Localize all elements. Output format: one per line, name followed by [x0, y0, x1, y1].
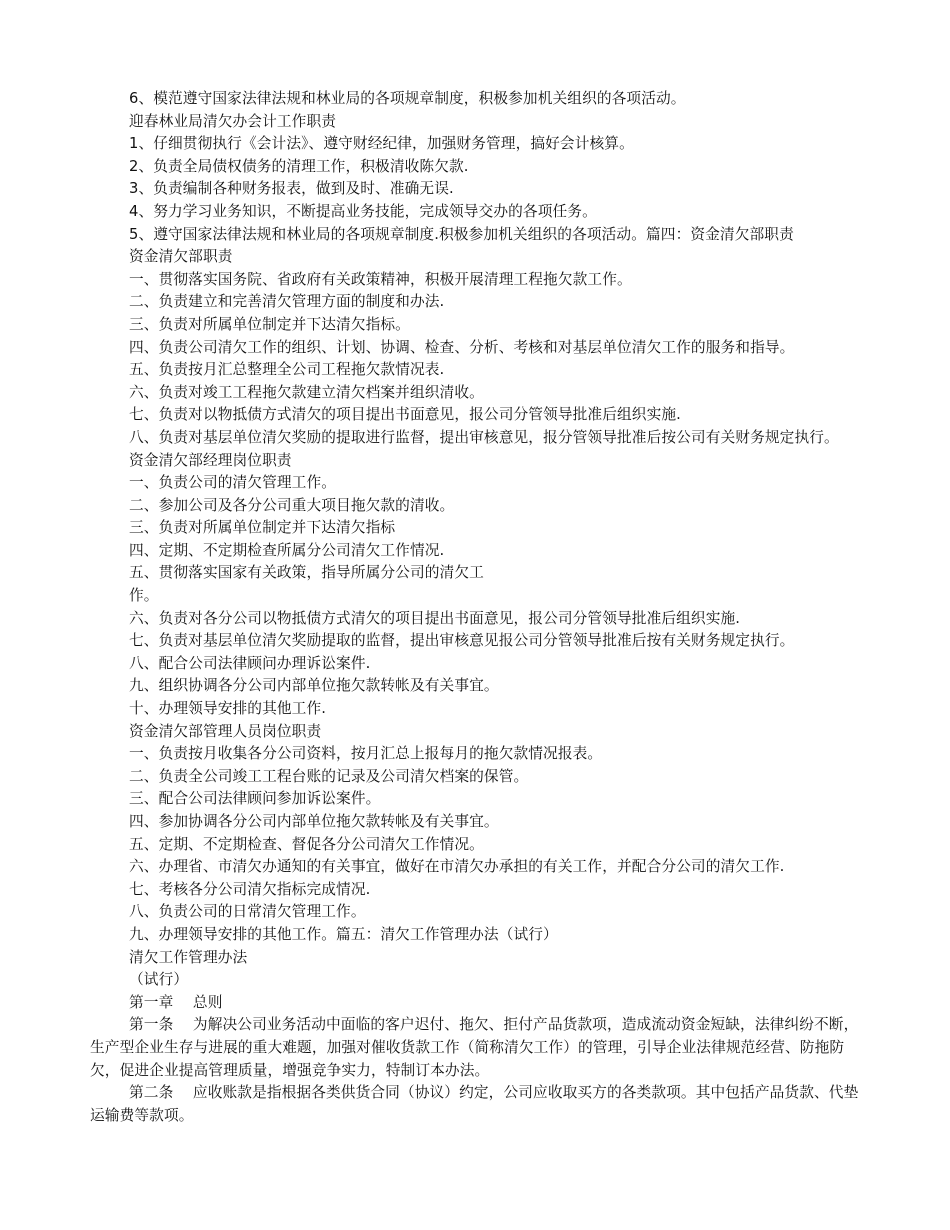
text-line: 九、办理领导安排的其他工作。篇五：清欠工作管理办法（试行） — [129, 925, 558, 943]
text-line: 清欠工作管理办法 — [129, 948, 248, 966]
text-line: 七、负责对以物抵债方式清欠的项目提出书面意见，报公司分管领导批准后组织实施. — [129, 406, 681, 424]
text-line: 二、负责全公司竣工工程台账的记录及公司清欠档案的保管。 — [129, 767, 529, 785]
text-line: 第二条 应收账款是指根据各类供货合同（协议）约定，公司应收取买方的各类款项。其中包括产品货款、代垫运输费等款项。 — [90, 1084, 859, 1124]
text-line: 三、负责对所属单位制定并下达清欠指标 — [129, 519, 396, 537]
text-line: 4、努力学习业务知识，不断提高业务技能，完成领导交办的各项任务。 — [129, 202, 597, 220]
text-line: 六、负责对竣工工程拖欠款建立清欠档案并组织清收。 — [129, 383, 484, 401]
text-line: 资金清欠部职责 — [129, 248, 233, 266]
text-line: 八、负责对基层单位清欠奖励的提取进行监督，提出审核意见，报分管领导批准后按公司有关财务规定执行。 — [129, 428, 839, 446]
text-line: 一、负责按月收集各分公司资料，按月汇总上报每月的拖欠款情况报表。 — [129, 745, 603, 763]
text-line: 作。 — [129, 587, 159, 605]
text-line: 一、负责公司的清欠管理工作。 — [129, 474, 337, 492]
text-line: 七、考核各分公司清欠指标完成情况. — [129, 880, 371, 898]
text-line: 五、贯彻落实国家有关政策，指导所属分公司的清欠工 — [129, 564, 484, 582]
text-line: 五、负责按月汇总整理全公司工程拖欠款情况表. — [129, 361, 445, 379]
text-line: 6、模范遵守国家法律法规和林业局的各项规章制度，积极参加机关组织的各项活动。 — [129, 90, 686, 107]
text-line: 九、组织协调各分公司内部单位拖欠款转帐及有关事宜。 — [129, 677, 499, 695]
text-line: 2、负责全局债权债务的清理工作，积极清收陈欠款. — [129, 157, 469, 175]
text-line: 二、参加公司及各分公司重大项目拖欠款的清收。 — [129, 496, 455, 514]
text-line: 1、仔细贯彻执行《会计法》、遵守财经纪律，加强财务管理，搞好会计核算。 — [129, 135, 634, 153]
document-body — [90, 88, 862, 1127]
text-line: 迎春林业局清欠办会计工作职责 — [129, 112, 337, 130]
text-line: 六、办理省、市清欠办通知的有关事宜，做好在市清欠办承担的有关工作，并配合分公司的清欠工作. — [129, 858, 785, 876]
text-line: 资金清欠部经理岗位职责 — [129, 451, 292, 469]
text-line: 十、办理领导安排的其他工作. — [129, 700, 327, 718]
text-line: 资金清欠部管理人员岗位职责 — [129, 722, 322, 740]
text-line: 四、参加协调各分公司内部单位拖欠款转帐及有关事宜。 — [129, 813, 499, 830]
text-line: 二、负责建立和完善清欠管理方面的制度和办法. — [129, 293, 445, 311]
text-line: 3、负责编制各种财务报表，做到及时、准确无误. — [129, 180, 454, 198]
text-line: 八、配合公司法律顾问办理诉讼案件. — [129, 654, 371, 672]
text-line: 六、负责对各分公司以物抵债方式清欠的项目提出书面意见，报公司分管领导批准后组织实施. — [129, 609, 741, 627]
text-line: 第一章 总则 — [129, 993, 223, 1011]
text-line: 四、定期、不定期检查所属分公司清欠工作情况. — [129, 541, 445, 559]
text-line: 八、负责公司的日常清欠管理工作。 — [129, 903, 366, 921]
text-line: 三、负责对所属单位制定并下达清欠指标。 — [129, 315, 410, 333]
text-line: 一、贯彻落实国务院、省政府有关政策精神，积极开展清理工程拖欠款工作。 — [129, 270, 632, 288]
text-line: 七、负责对基层单位清欠奖励提取的监督，提出审核意见报公司分管领导批准后按有关财务规定执行。 — [129, 632, 795, 650]
text-line: 四、负责公司清欠工作的组织、计划、协调、检查、分析、考核和对基层单位清欠工作的服务和指导。 — [129, 338, 795, 356]
text-line: 五、定期、不定期检查、督促各分公司清欠工作情况。 — [129, 835, 484, 853]
text-line: 5、遵守国家法律法规和林业局的各项规章制度.积极参加机关组织的各项活动。篇四：资金清欠部职责 — [129, 225, 794, 243]
text-line: 三、配合公司法律顾问参加诉讼案件。 — [129, 790, 381, 808]
text-line: （试行） — [129, 971, 189, 989]
text-line: 第一条 为解决公司业务活动中面临的客户迟付、拖欠、拒付产品货款项，造成流动资金短缺，法律纠纷不断，生产型企业生存与进展的重大难题，加强对催收货款工作（简称清欠工作）的管理，引导企业法律规范经营、防拖防欠，促进企业提高管理质量，增强竞争实力，特制订本办法。 — [90, 1016, 859, 1079]
